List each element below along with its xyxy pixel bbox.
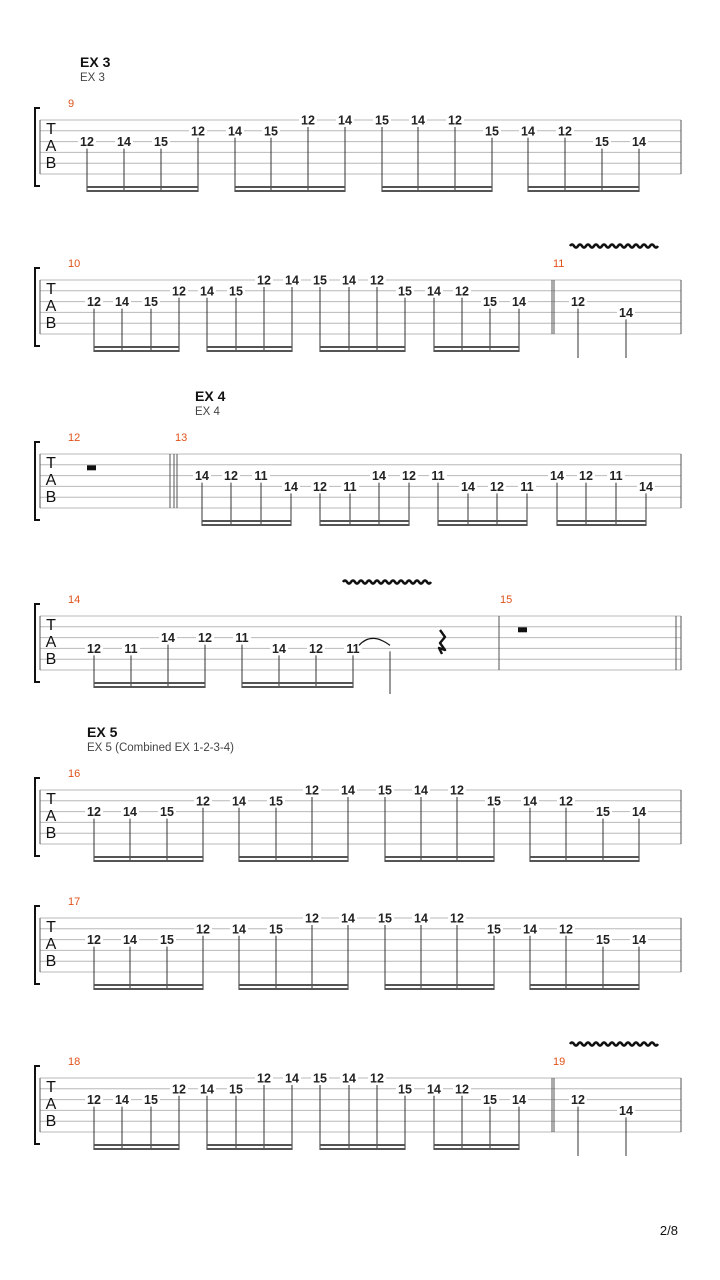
- fret-number: 15: [229, 1082, 243, 1097]
- fret-number: 14: [161, 631, 175, 646]
- fret-number: 12: [257, 1071, 271, 1086]
- measure-number: 13: [175, 432, 188, 444]
- section-subtitle: EX 5 (Combined EX 1-2-3-4): [87, 742, 235, 754]
- fret-number: 14: [632, 933, 646, 948]
- fret-number: 12: [370, 273, 384, 288]
- fret-number: 11: [124, 641, 138, 656]
- fret-number: 15: [229, 284, 243, 299]
- tab-clef-letter: T: [46, 791, 56, 808]
- system-bracket: [35, 906, 40, 984]
- fret-number: 12: [172, 1082, 186, 1097]
- fret-number: 14: [285, 273, 299, 288]
- fret-number: 15: [160, 933, 174, 948]
- fret-number: 14: [427, 284, 441, 299]
- tab-clef-letter: A: [45, 298, 57, 315]
- tab-system: [35, 245, 681, 359]
- fret-number: 14: [619, 305, 633, 320]
- quarter-rest: [439, 630, 445, 654]
- fret-number: 14: [117, 135, 131, 150]
- fret-number: 12: [455, 1082, 469, 1097]
- fret-number: 12: [558, 124, 572, 139]
- fret-number: 12: [559, 922, 573, 937]
- fret-number: 14: [285, 1071, 299, 1086]
- fret-number: 14: [550, 469, 564, 484]
- fret-number: 15: [378, 783, 392, 798]
- fret-number: 12: [571, 1093, 585, 1108]
- tie-arc: [359, 638, 390, 645]
- fret-number: 14: [341, 783, 355, 798]
- measure-number: 9: [68, 98, 75, 110]
- tab-clef-letter: T: [46, 121, 56, 138]
- fret-number: 12: [224, 469, 238, 484]
- fret-number: 14: [195, 469, 209, 484]
- fret-number: 15: [487, 794, 501, 809]
- system-bracket: [35, 442, 40, 520]
- fret-number: 15: [398, 1082, 412, 1097]
- measure-number: 12: [68, 432, 81, 444]
- fret-number: 15: [595, 135, 609, 150]
- fret-number: 11: [431, 469, 445, 484]
- fret-number: 12: [87, 805, 101, 820]
- tab-clef-letter: A: [45, 472, 57, 489]
- fret-number: 11: [346, 641, 360, 656]
- section-title: EX 4: [195, 388, 226, 404]
- fret-number: 12: [455, 284, 469, 299]
- tab-clef-letter: T: [46, 281, 56, 298]
- fret-number: 14: [411, 113, 425, 128]
- tab-clef-letter: A: [45, 1096, 57, 1113]
- fret-number: 12: [257, 273, 271, 288]
- tab-system: [35, 896, 681, 990]
- tab-clef-letter: A: [45, 138, 57, 155]
- fret-number: 15: [264, 124, 278, 139]
- fret-number: 12: [313, 479, 327, 494]
- measure-number: 14: [68, 594, 81, 606]
- tab-system: [35, 1043, 681, 1157]
- fret-number: 14: [523, 794, 537, 809]
- fret-number: 14: [461, 479, 475, 494]
- fret-number: 12: [196, 922, 210, 937]
- fret-number: 14: [341, 911, 355, 926]
- tab-clef-letter: B: [45, 315, 57, 332]
- fret-number: 14: [228, 124, 242, 139]
- section-subtitle: EX 4: [195, 406, 220, 418]
- system-bracket: [35, 1066, 40, 1144]
- fret-number: 14: [342, 273, 356, 288]
- measure-number: 15: [500, 594, 513, 606]
- system-bracket: [35, 108, 40, 186]
- fret-number: 15: [154, 135, 168, 150]
- fret-number: 11: [235, 631, 249, 646]
- tab-system: [35, 54, 681, 192]
- fret-number: 14: [338, 113, 352, 128]
- fret-number: 11: [520, 479, 534, 494]
- tab-clef-letter: B: [45, 1113, 57, 1130]
- fret-number: 12: [559, 794, 573, 809]
- fret-number: 15: [269, 922, 283, 937]
- system-bracket: [35, 778, 40, 856]
- fret-number: 15: [483, 295, 497, 310]
- fret-number: 12: [305, 783, 319, 798]
- fret-number: 15: [487, 922, 501, 937]
- fret-number: 15: [398, 284, 412, 299]
- fret-number: 15: [144, 295, 158, 310]
- measure-number: 18: [68, 1056, 81, 1068]
- measure-number: 11: [553, 258, 565, 270]
- measure-number: 17: [68, 896, 81, 908]
- fret-number: 11: [343, 479, 357, 494]
- fret-number: 14: [284, 479, 298, 494]
- measure-number: 19: [553, 1056, 566, 1068]
- fret-number: 14: [521, 124, 535, 139]
- tab-clef-letter: A: [45, 936, 57, 953]
- fret-number: 14: [619, 1103, 633, 1118]
- vibrato-mark: [570, 1043, 658, 1046]
- fret-number: 15: [313, 273, 327, 288]
- fret-number: 14: [512, 295, 526, 310]
- fret-number: 12: [450, 783, 464, 798]
- measure-number: 16: [68, 768, 81, 780]
- fret-number: 15: [269, 794, 283, 809]
- tab-clef-letter: A: [45, 808, 57, 825]
- fret-number: 15: [596, 933, 610, 948]
- fret-number: 14: [272, 641, 286, 656]
- tab-clef-letter: T: [46, 455, 56, 472]
- fret-number: 12: [87, 641, 101, 656]
- fret-number: 15: [160, 805, 174, 820]
- system-bracket: [35, 604, 40, 682]
- tab-clef-letter: B: [45, 825, 57, 842]
- fret-number: 12: [305, 911, 319, 926]
- tab-system: [35, 724, 681, 862]
- fret-number: 15: [596, 805, 610, 820]
- fret-number: 12: [571, 295, 585, 310]
- fret-number: 14: [123, 933, 137, 948]
- fret-number: 12: [402, 469, 416, 484]
- fret-number: 12: [87, 933, 101, 948]
- section-title: EX 5: [87, 724, 118, 740]
- fret-number: 14: [512, 1093, 526, 1108]
- tab-clef-letter: B: [45, 651, 57, 668]
- tab-system: [35, 388, 681, 526]
- whole-rest: [87, 465, 96, 470]
- fret-number: 14: [639, 479, 653, 494]
- tab-clef-letter: B: [45, 489, 57, 506]
- measure-number: 10: [68, 258, 81, 270]
- fret-number: 12: [309, 641, 323, 656]
- fret-number: 14: [200, 1082, 214, 1097]
- fret-number: 15: [378, 911, 392, 926]
- fret-number: 14: [115, 295, 129, 310]
- fret-number: 14: [115, 1093, 129, 1108]
- fret-number: 12: [579, 469, 593, 484]
- fret-number: 14: [427, 1082, 441, 1097]
- fret-number: 12: [490, 479, 504, 494]
- fret-number: 14: [632, 805, 646, 820]
- fret-number: 14: [372, 469, 386, 484]
- fret-number: 12: [191, 124, 205, 139]
- tab-clef-letter: B: [45, 953, 57, 970]
- fret-number: 12: [87, 1093, 101, 1108]
- page-number: 2/8: [659, 1223, 678, 1238]
- tab-clef-letter: T: [46, 919, 56, 936]
- tab-system: [35, 581, 681, 695]
- tab-clef-letter: T: [46, 617, 56, 634]
- fret-number: 15: [144, 1093, 158, 1108]
- tab-clef-letter: T: [46, 1079, 56, 1096]
- fret-number: 14: [342, 1071, 356, 1086]
- fret-number: 12: [196, 794, 210, 809]
- fret-number: 14: [232, 794, 246, 809]
- fret-number: 15: [313, 1071, 327, 1086]
- system-bracket: [35, 268, 40, 346]
- fret-number: 12: [87, 295, 101, 310]
- fret-number: 14: [232, 922, 246, 937]
- section-subtitle: EX 3: [80, 72, 105, 84]
- fret-number: 15: [483, 1093, 497, 1108]
- whole-rest: [518, 627, 527, 632]
- fret-number: 14: [414, 783, 428, 798]
- fret-number: 12: [80, 135, 94, 150]
- fret-number: 12: [448, 113, 462, 128]
- fret-number: 12: [450, 911, 464, 926]
- vibrato-mark: [570, 245, 658, 248]
- fret-number: 12: [172, 284, 186, 299]
- fret-number: 14: [414, 911, 428, 926]
- fret-number: 12: [301, 113, 315, 128]
- tab-clef-letter: A: [45, 634, 57, 651]
- fret-number: 14: [523, 922, 537, 937]
- section-title: EX 3: [80, 54, 111, 70]
- tab-clef-letter: B: [45, 155, 57, 172]
- fret-number: 11: [609, 469, 623, 484]
- fret-number: 15: [485, 124, 499, 139]
- fret-number: 12: [198, 631, 212, 646]
- fret-number: 14: [200, 284, 214, 299]
- fret-number: 11: [254, 469, 268, 484]
- fret-number: 15: [375, 113, 389, 128]
- fret-number: 12: [370, 1071, 384, 1086]
- fret-number: 14: [123, 805, 137, 820]
- vibrato-mark: [343, 581, 431, 584]
- fret-number: 14: [632, 135, 646, 150]
